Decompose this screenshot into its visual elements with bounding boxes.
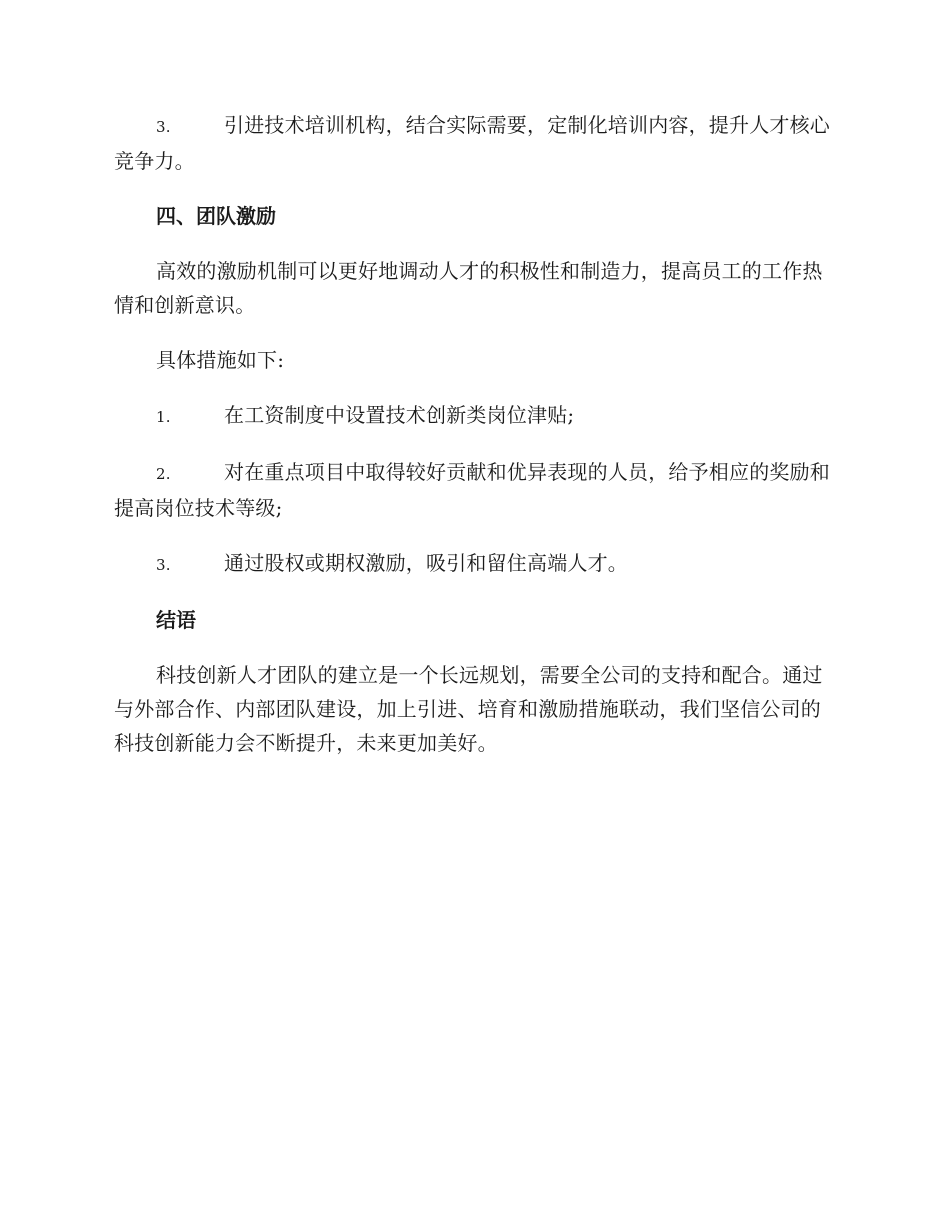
conclusion-paragraph: 科技创新人才团队的建立是一个长远规划，需要全公司的支持和配合。通过与外部合作、内部团队建设，加上引进、培育和激励措施联动，我们坚信公司的科技创新能力会不断提升，未来更加美好。 (114, 663, 823, 755)
list-item-text: 对在重点项目中取得较好贡献和优异表现的人员，给予相应的奖励和提高岗位技术等级; (114, 460, 830, 520)
list-item-text: 通过股权或期权激励，吸引和留住高端人才。 (224, 551, 628, 575)
incentive-list-item-3 (114, 546, 834, 582)
training-list-item-3 (114, 108, 834, 178)
list-number: 3. (156, 118, 171, 136)
list-number: 2. (156, 465, 171, 483)
list-item-text: 在工资制度中设置技术创新类岗位津贴; (224, 403, 575, 427)
list-number: 3. (156, 556, 171, 574)
incentive-list-item-1 (114, 398, 834, 434)
document-body (114, 108, 834, 781)
section-intro-paragraph: 高效的激励机制可以更好地调动人才的积极性和制造力，提高员工的工作热情和创新意识。 (114, 259, 823, 317)
section-heading-conclusion: 结语 (156, 608, 196, 632)
incentive-list-item-2 (114, 455, 834, 525)
measures-label: 具体措施如下: (156, 348, 285, 372)
section-heading-team-incentive: 四、团队激励 (156, 204, 276, 228)
list-number: 1. (156, 408, 171, 426)
list-item-text: 引进技术培训机构，结合实际需要，定制化培训内容，提升人才核心竞争力。 (114, 113, 830, 173)
